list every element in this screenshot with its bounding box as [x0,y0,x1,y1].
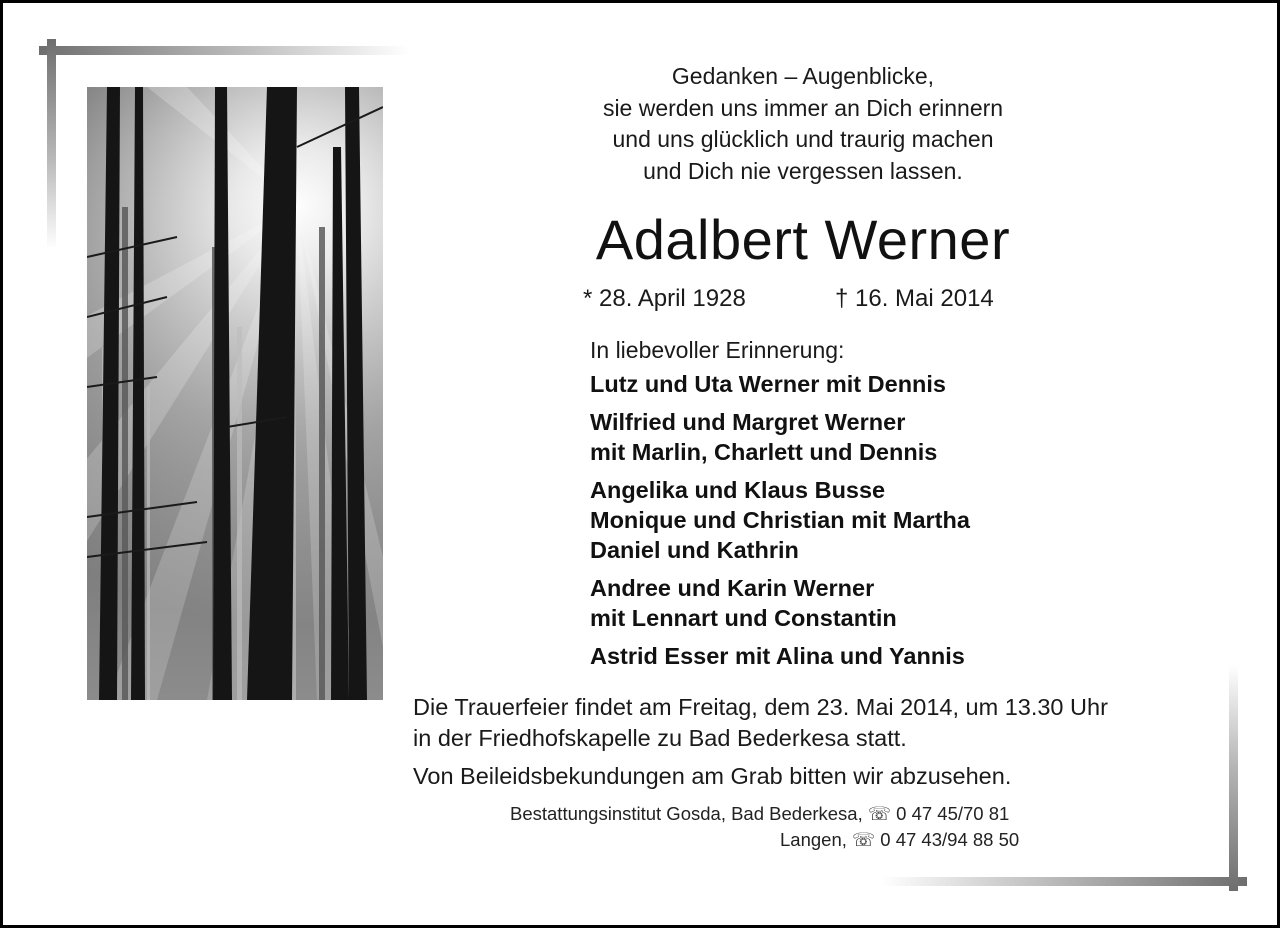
mourner-line: Wilfried und Margret Werner [590,409,906,435]
service-line: in der Friedhofskapelle zu Bad Bederkesa statt. [413,724,907,751]
service-line: Die Trauerfeier findet am Freitag, dem 23. Mai 2014, um 13.30 Uhr [413,694,1108,720]
condolences-note: Von Beileidsbekundungen am Grab bitten wir abzusehen. [413,763,1012,789]
mourner-line: Andree und Karin Werner [590,575,875,601]
mourner-group [590,641,1210,671]
mourner-line: Monique und Christian mit Martha [590,507,970,533]
corner-ornament-top-left [39,46,409,55]
mourner-group [590,407,1210,467]
mourners-intro: In liebevoller Erinnerung: [590,337,845,363]
birth-date: * 28. April 1928 [583,285,746,312]
mourner-group [590,573,1210,633]
poem-line: sie werden uns immer an Dich erinnern [602,94,1004,121]
corner-ornament-bottom-right [881,877,1247,886]
mourner-line: Angelika und Klaus Busse [590,477,886,503]
mourner-line: mit Lennart und Constantin [590,605,897,631]
poem-line: Gedanken – Augenblicke, [671,63,935,89]
mourner-group [590,475,1210,565]
corner-ornament-top-left-vertical [47,39,56,249]
deceased-name: Adalbert Werner [595,208,1011,271]
forest-sunbeams-photo [87,87,383,700]
mourner-line: Daniel und Kathrin [590,537,799,563]
mourners-list [590,369,1210,679]
funeral-home-line: Bestattungsinstitut Gosda, Bad Bederkesa, ☏ 0 47 45/70 81 [510,803,1010,824]
service-announcement [413,692,1233,753]
poem-line: und Dich nie vergessen lassen. [643,157,963,184]
mourner-line: mit Marlin, Charlett und Dennis [590,439,938,465]
memorial-poem [543,61,1063,187]
funeral-home-line: Langen, ☏ 0 47 43/94 88 50 [780,829,1020,850]
mourner-line: Lutz und Uta Werner mit Dennis [590,371,946,397]
mourner-group [590,369,1210,399]
mourner-line: Astrid Esser mit Alina und Yannis [590,643,965,669]
poem-line: und uns glücklich und traurig machen [612,126,994,152]
death-date: † 16. Mai 2014 [835,285,994,312]
